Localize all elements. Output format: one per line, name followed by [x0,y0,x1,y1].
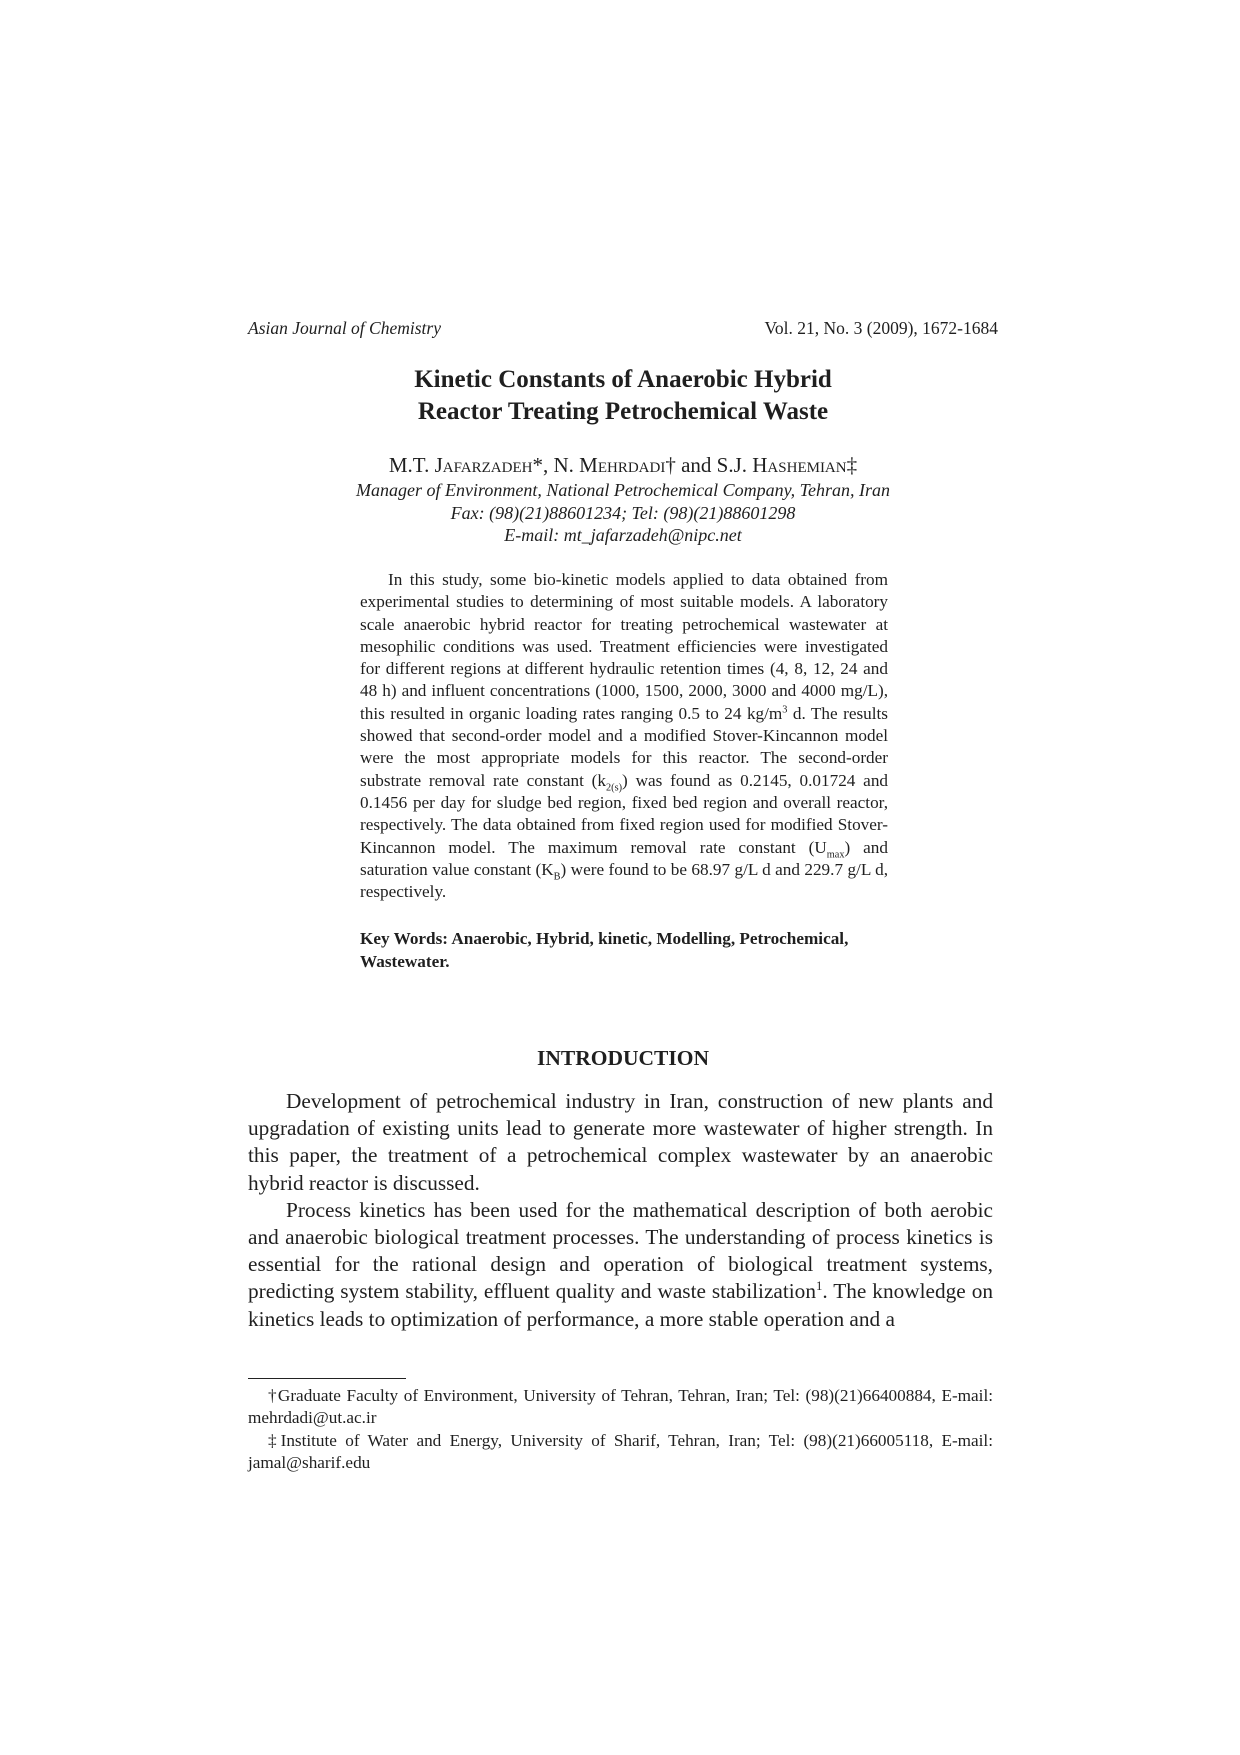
abstract-text-2: d. The results showed that second-order model and a modified Stover-Kincannon model were the most appropriate models for this reactor. The second-order substrate removal rate constant (k [360,703,888,790]
running-head [248,318,998,339]
abstract [360,569,888,903]
affiliation-line-1: Manager of Environment, National Petrochemical Company, Tehran, Iran [356,480,890,500]
author-1-initials: M.T. [388,453,435,477]
footnote-dagger: †Graduate Faculty of Environment, University of Tehran, Tehran, Iran; Tel: (98)(21)66400884, E-mail: mehrdadi@ut.ac.ir [248,1386,993,1428]
abstract-paragraph [360,569,888,903]
footnotes [248,1385,993,1474]
abstract-text-1: In this study, some bio-kinetic models applied to data obtained from experimental studies to determining of most suitable models. A laboratory scale anaerobic hybrid reactor for treating petrochemical wastewater at mesophilic conditions was used. Treatment efficiencies were investigated for different regions at different hydraulic retention times (4, 8, 12, 24 and 48 h) and influent concentrations (1000, 1500, 2000, 3000 and 4000 mg/L), this resulted in organic loading rates ranging 0.5 to 24 kg/m [360,570,888,723]
author-2-mark: † [665,453,682,477]
author-3-mark: ‡ [846,453,858,477]
author-1-surname: Jafarzadeh [434,453,533,477]
abstract-sub-k2s: 2(s) [606,782,623,794]
affiliation-email: E-mail: mt_jafarzadeh@nipc.net [504,525,742,545]
intro-paragraph-2-text-a: Process kinetics has been used for the mathematical description of both aerobic and anaerobic biological treatment processes. The understanding of process kinetics is essential for the rational design and operation of biological treatment systems, predicting system stability, effluent quality and waste stabilization [248,1197,993,1304]
intro-paragraph-1: Development of petrochemical industry in Iran, construction of new plants and upgradation of existing units lead to generate more wastewater of higher strength. In this paper, the treatment of a petrochemical complex wastewater by an anaerobic hybrid reactor is discussed. [248,1089,993,1195]
introduction-body [248,1088,993,1333]
keywords [360,928,888,973]
keywords-text: Key Words: Anaerobic, Hybrid, kinetic, Modelling, Petrochemical, Wastewater. [360,929,849,971]
author-list [248,453,998,478]
abstract-text-3: ) was found as 0.2145, 0.01724 and 0.1456 per day for sludge bed region, fixed bed region and overall reactor, respectively. The data obtained from fixed region used for modified Stover-Kincannon model. The maximum removal rate constant (U [360,770,889,857]
abstract-sup-cubed: 3 [782,704,788,716]
title-line-1: Kinetic Constants of Anaerobic Hybrid [414,366,832,393]
author-2-initials: N. [553,453,580,477]
section-heading-introduction: INTRODUCTION [536,1046,710,1070]
author-conjunction: and [681,453,717,477]
volume-citation: Vol. 21, No. 3 (2009), 1672-1684 [764,318,998,338]
author-3-initials: S.J. [716,453,753,477]
abstract-sub-umax: max [826,849,845,860]
intro-paragraph-2-text-b: . The knowledge on kinetics leads to optimization of performance, a more stable operation and a [248,1279,993,1331]
author-1-mark: *, [532,453,554,477]
affiliation-line-2: Fax: (98)(21)88601234; Tel: (98)(21)88601298 [450,502,796,523]
abstract-text-4: ) and saturation value constant (K [360,837,888,879]
journal-name: Asian Journal of Chemistry [248,318,441,338]
paper-title [248,364,998,428]
author-3-surname: Hashemian [752,453,847,477]
footnote-divider [248,1378,406,1379]
title-line-2: Reactor Treating Petrochemical Waste [417,398,829,425]
intro-paragraph-2 [248,1197,993,1333]
author-2-surname: Mehrdadi [579,453,666,477]
citation-ref-1: 1 [815,1279,823,1294]
affiliation [248,479,998,547]
abstract-text-5: ) were found to be 68.97 g/L d and 229.7 g/L d, respectively. [360,859,888,902]
footnote-double-dagger: ‡Institute of Water and Energy, University of Sharif, Tehran, Iran; Tel: (98)(21)66005118, E-mail: jamal@sharif.edu [248,1430,993,1472]
abstract-sub-kb: B [553,871,561,883]
